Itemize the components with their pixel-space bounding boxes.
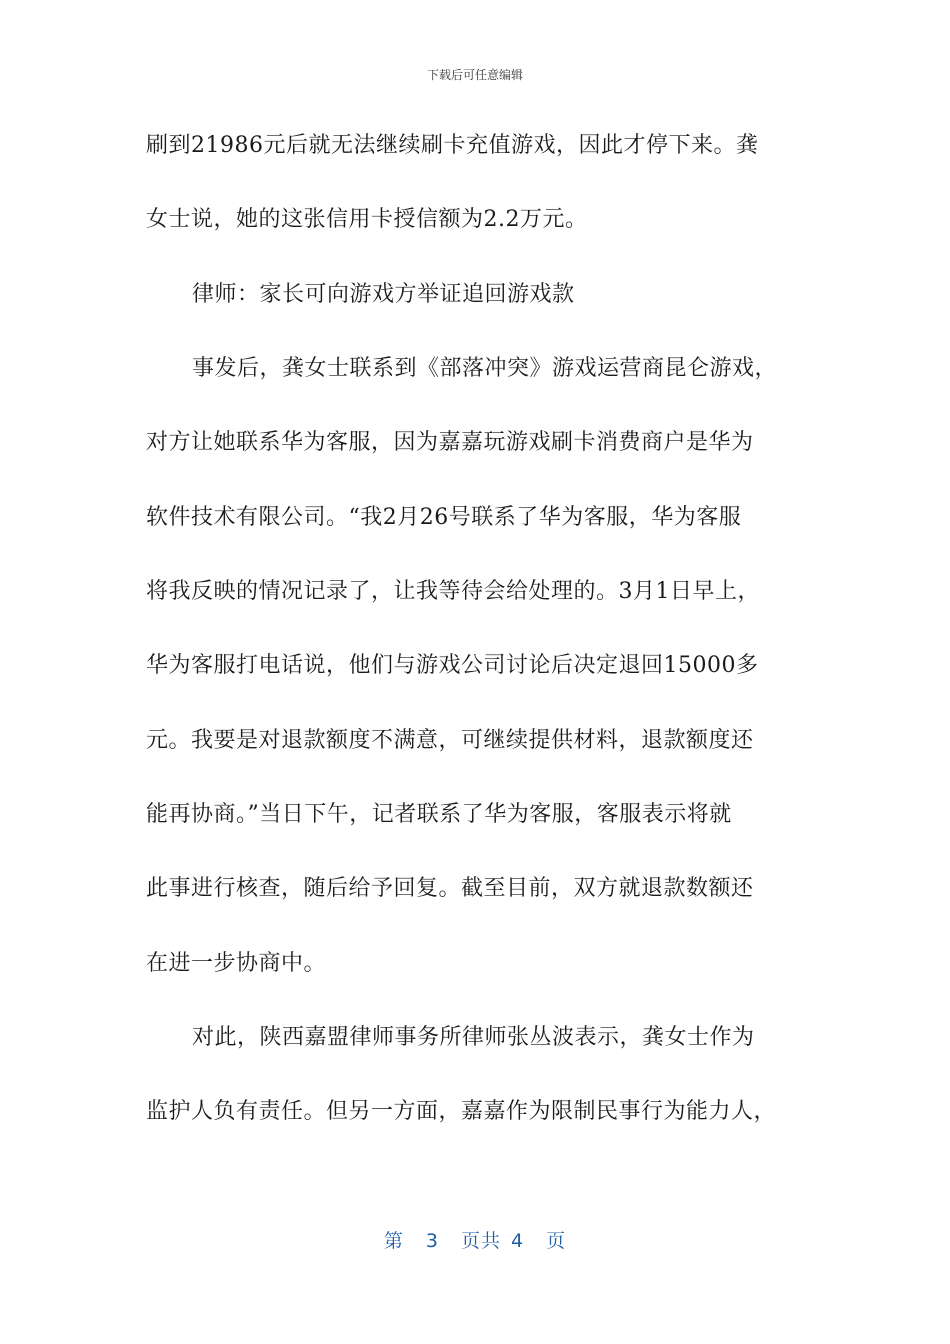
text-line: 在进一步协商中。: [146, 951, 327, 976]
footer-ye-gong: 页共: [460, 1230, 501, 1252]
page-footer: [0, 1226, 950, 1253]
footer-ye: 页: [546, 1230, 567, 1252]
text-line: 监护人负有责任。但另一方面，嘉嘉作为限制民事行为能力人，: [146, 1099, 777, 1124]
text-line: 对此，陕西嘉盟律师事务所律师张丛波表示，龚女士作为: [192, 1025, 755, 1050]
text-line: 此事进行核查，随后给予回复。截至目前，双方就退款数额还: [146, 876, 754, 901]
text-line: 元。我要是对退款额度不满意，可继续提供材料，退款额度还: [146, 728, 754, 753]
text-line: 能再协商。”当日下午，记者联系了华为客服，客服表示将就: [146, 802, 732, 827]
page-header-note: 下载后可任意编辑: [426, 68, 523, 82]
total-page-number: 4: [511, 1230, 525, 1252]
current-page-number: 3: [425, 1230, 439, 1252]
text-line: 女士说，她的这张信用卡授信额为2.2万元。: [146, 207, 588, 232]
section-heading: 律师：家长可向游戏方举证追回游戏款: [192, 282, 575, 307]
text-line: 软件技术有限公司。“我2月26号联系了华为客服，华为客服: [146, 505, 742, 530]
text-line: 事发后，龚女士联系到《部落冲突》游戏运营商昆仑游戏，: [192, 356, 778, 381]
text-line: 将我反映的情况记录了，让我等待会给处理的。3月1日早上，: [146, 579, 760, 604]
text-line: 对方让她联系华为客服，因为嘉嘉玩游戏刷卡消费商户是华为: [146, 430, 754, 455]
footer-di: 第: [383, 1230, 404, 1252]
text-line: 华为客服打电话说，他们与游戏公司讨论后决定退回15000多: [146, 653, 759, 678]
text-line: 刷到21986元后就无法继续刷卡充值游戏，因此才停下来。龚: [146, 133, 759, 158]
